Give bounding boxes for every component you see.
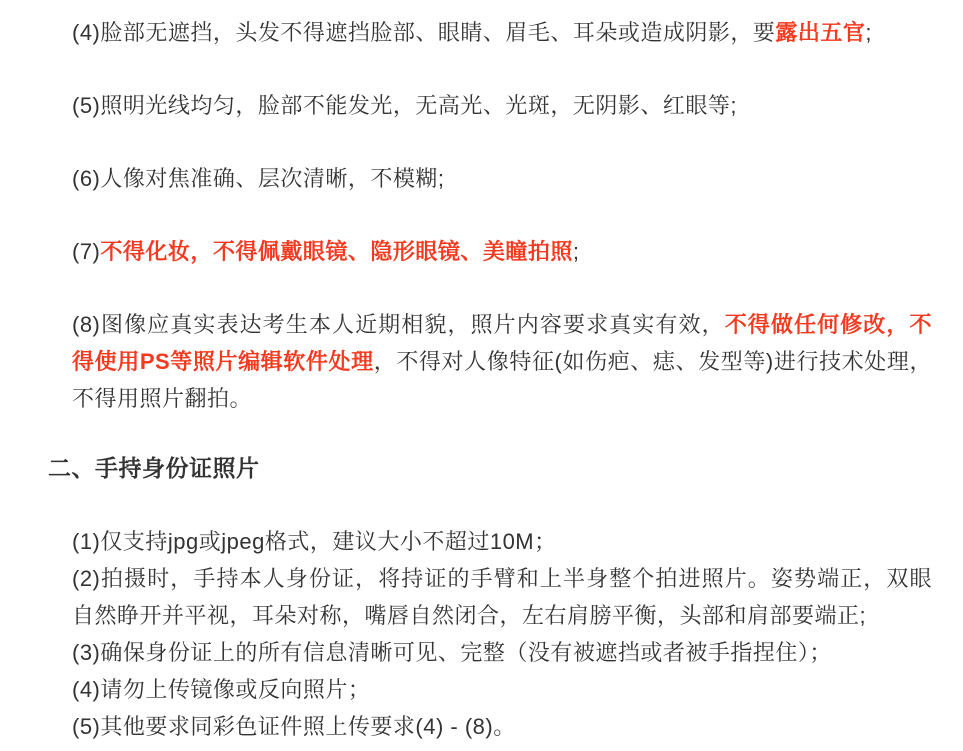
- requirement-item-4: [72, 14, 932, 51]
- requirement-item-7: [72, 233, 932, 270]
- requirement-8-text: (8)图像应真实表达考生本人近期相貌，照片内容要求真实有效，: [72, 312, 725, 337]
- handheld-item-5-text: (5)其他要求同彩色证件照上传要求(4) - (8)。: [72, 714, 516, 739]
- handheld-item-4-text: (4)请勿上传镜像或反向照片；: [72, 677, 371, 702]
- section-heading-handheld-id-photo: [48, 453, 932, 483]
- handheld-item-2: [72, 560, 932, 634]
- requirement-4-text: (4)脸部无遮挡，头发不得遮挡脸部、眼睛、眉毛、耳朵或造成阴影，要: [72, 20, 776, 45]
- requirement-item-5: [72, 87, 932, 124]
- requirement-5-text: (5)照明光线均匀，脸部不能发光，无高光、光斑，无阴影、红眼等;: [72, 93, 738, 118]
- handheld-item-1-text: (1)仅支持jpg或jpeg格式，建议大小不超过10M；: [72, 529, 557, 554]
- requirement-8-highlight: 不得做任何修改，不得使用PS等照片编辑软件处理: [72, 312, 932, 374]
- requirement-4-end: ;: [865, 20, 873, 45]
- requirement-item-6: [72, 160, 932, 197]
- requirement-8-end: ，不得对人像特征(如伤疤、痣、发型等)进行技术处理，不得用照片翻拍。: [72, 349, 932, 411]
- handheld-item-4: [72, 671, 932, 708]
- handheld-item-3-text: (3)确保身份证上的所有信息清晰可见、完整（没有被遮挡或者被手指捏住）；: [72, 640, 832, 665]
- requirement-7-number: (7): [72, 239, 101, 264]
- section-title: 手持身份证照片: [95, 455, 260, 481]
- requirement-7-highlight: 不得化妆，不得佩戴眼镜、隐形眼镜、美瞳拍照: [100, 239, 573, 264]
- requirement-item-8: [72, 306, 932, 417]
- handheld-item-5: [72, 708, 932, 745]
- handheld-item-2-text: (2)拍摄时，手持本人身份证，将持证的手臂和上半身整个拍进照片。姿势端正，双眼自然睁开并平视，耳朵对称，嘴唇自然闭合，左右肩膀平衡，头部和肩部要端正;: [72, 566, 932, 628]
- handheld-item-3: [72, 634, 932, 671]
- requirement-4-highlight: 露出五官: [775, 20, 866, 45]
- requirement-7-end: ;: [572, 239, 580, 264]
- handheld-item-1: [72, 523, 932, 560]
- requirement-6-text: (6)人像对焦准确、层次清晰，不模糊;: [72, 166, 445, 191]
- section-number: 二、: [48, 455, 95, 481]
